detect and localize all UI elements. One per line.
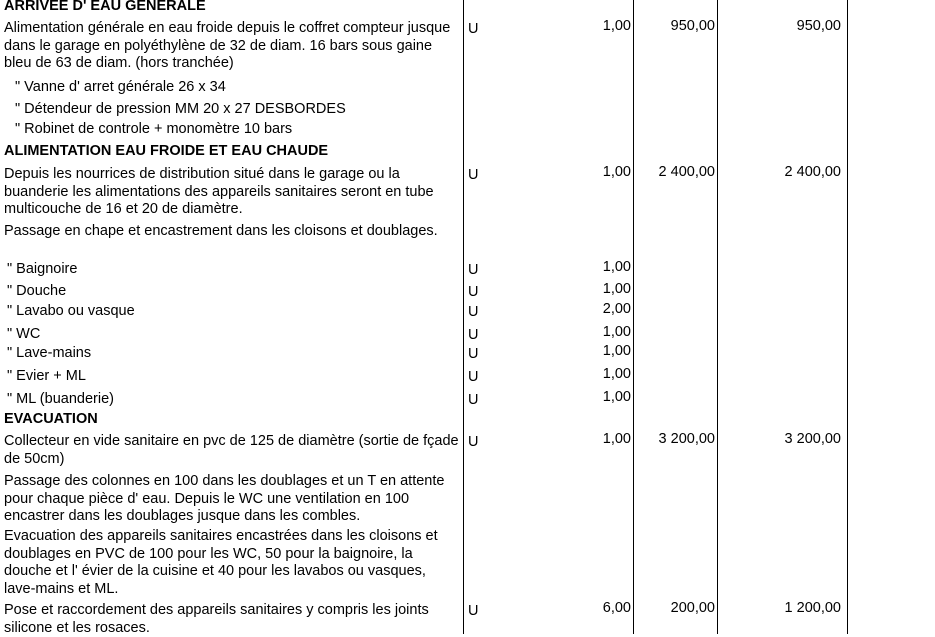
total-cell: 2 400,00 bbox=[784, 164, 841, 180]
item-description: Passage des colonnes en 100 dans les doublages et un T en attente pour chaque pièce d' eau. Depuis le WC une ventilation en 100 encastrer dans les doublages jusque dans les combles. bbox=[4, 473, 445, 524]
quantity-cell: 2,00 bbox=[602, 301, 631, 317]
unit-cell: U bbox=[468, 603, 479, 619]
unit-price-cell: 3 200,00 bbox=[658, 431, 715, 447]
quantity-cell: 1,00 bbox=[602, 259, 631, 275]
unit-price-cell: 200,00 bbox=[670, 600, 715, 616]
item-description: " Détendeur de pression MM 20 x 27 DESBORDES bbox=[15, 101, 346, 117]
total-cell: 950,00 bbox=[796, 18, 841, 34]
column-rule-total bbox=[847, 0, 848, 634]
item-description: Collecteur en vide sanitaire en pvc de 125 de diamètre (sortie de fçade de 50cm) bbox=[4, 433, 459, 467]
total-cell: 3 200,00 bbox=[784, 431, 841, 447]
item-description: " Douche bbox=[7, 283, 67, 299]
item-description: " Evier + ML bbox=[7, 368, 86, 384]
quantity-cell: 1,00 bbox=[602, 366, 631, 382]
item-description: " Robinet de controle + monomètre 10 bars bbox=[15, 121, 293, 137]
section-heading: EVACUATION bbox=[4, 411, 98, 427]
item-description: Depuis les nourrices de distribution situé dans le garage ou la buanderie les alimentations des appareils sanitaires seront en tube multicouche de 16 et 20 de diamètre. bbox=[4, 166, 434, 217]
column-rule-qty bbox=[633, 0, 634, 634]
unit-price-cell: 2 400,00 bbox=[658, 164, 715, 180]
unit-cell: U bbox=[468, 434, 479, 450]
item-description: Alimentation générale en eau froide depuis le coffret compteur jusque dans le garage en polyéthylène de 32 de diam. 16 bars sous gaine bleu de 63 de diam. (hors tranchée) bbox=[4, 20, 451, 71]
section-heading: ALIMENTATION EAU FROIDE ET EAU CHAUDE bbox=[4, 143, 329, 159]
unit-cell: U bbox=[468, 304, 479, 320]
unit-cell: U bbox=[468, 167, 479, 183]
section-heading: ARRIVEE D' EAU GENERALE bbox=[4, 0, 206, 14]
unit-cell: U bbox=[468, 21, 479, 37]
item-description: " Vanne d' arret générale 26 x 34 bbox=[15, 79, 226, 95]
unit-cell: U bbox=[468, 262, 479, 278]
unit-cell: U bbox=[468, 346, 479, 362]
unit-cell: U bbox=[468, 369, 479, 385]
item-description: Pose et raccordement des appareils sanitaires y compris les joints silicone et les rosaces. bbox=[4, 602, 429, 636]
quantity-cell: 1,00 bbox=[602, 281, 631, 297]
item-description: " Lave-mains bbox=[7, 345, 92, 361]
quantity-cell: 1,00 bbox=[602, 389, 631, 405]
unit-cell: U bbox=[468, 327, 479, 343]
unit-cell: U bbox=[468, 284, 479, 300]
quantity-cell: 6,00 bbox=[602, 600, 631, 616]
column-rule-unitprice bbox=[717, 0, 718, 634]
quantity-cell: 1,00 bbox=[602, 343, 631, 359]
item-description: Passage en chape et encastrement dans les cloisons et doublages. bbox=[4, 223, 438, 239]
quantity-cell: 1,00 bbox=[602, 431, 631, 447]
quantity-cell: 1,00 bbox=[602, 324, 631, 340]
unit-cell: U bbox=[468, 392, 479, 408]
quantity-cell: 1,00 bbox=[602, 164, 631, 180]
unit-price-cell: 950,00 bbox=[670, 18, 715, 34]
item-description: " Lavabo ou vasque bbox=[7, 303, 135, 319]
item-description: Evacuation des appareils sanitaires encastrées dans les cloisons et doublages en PVC de 100 pour les WC, 50 pour la baignoire, la douche et l' évier de la cuisine et 40 pour les lavabos ou vasques, lave-mains et ML. bbox=[4, 528, 438, 597]
total-cell: 1 200,00 bbox=[784, 600, 841, 616]
item-description: " Baignoire bbox=[7, 261, 78, 277]
item-description: " ML (buanderie) bbox=[7, 391, 114, 407]
item-description: " WC bbox=[7, 326, 41, 342]
quantity-cell: 1,00 bbox=[602, 18, 631, 34]
